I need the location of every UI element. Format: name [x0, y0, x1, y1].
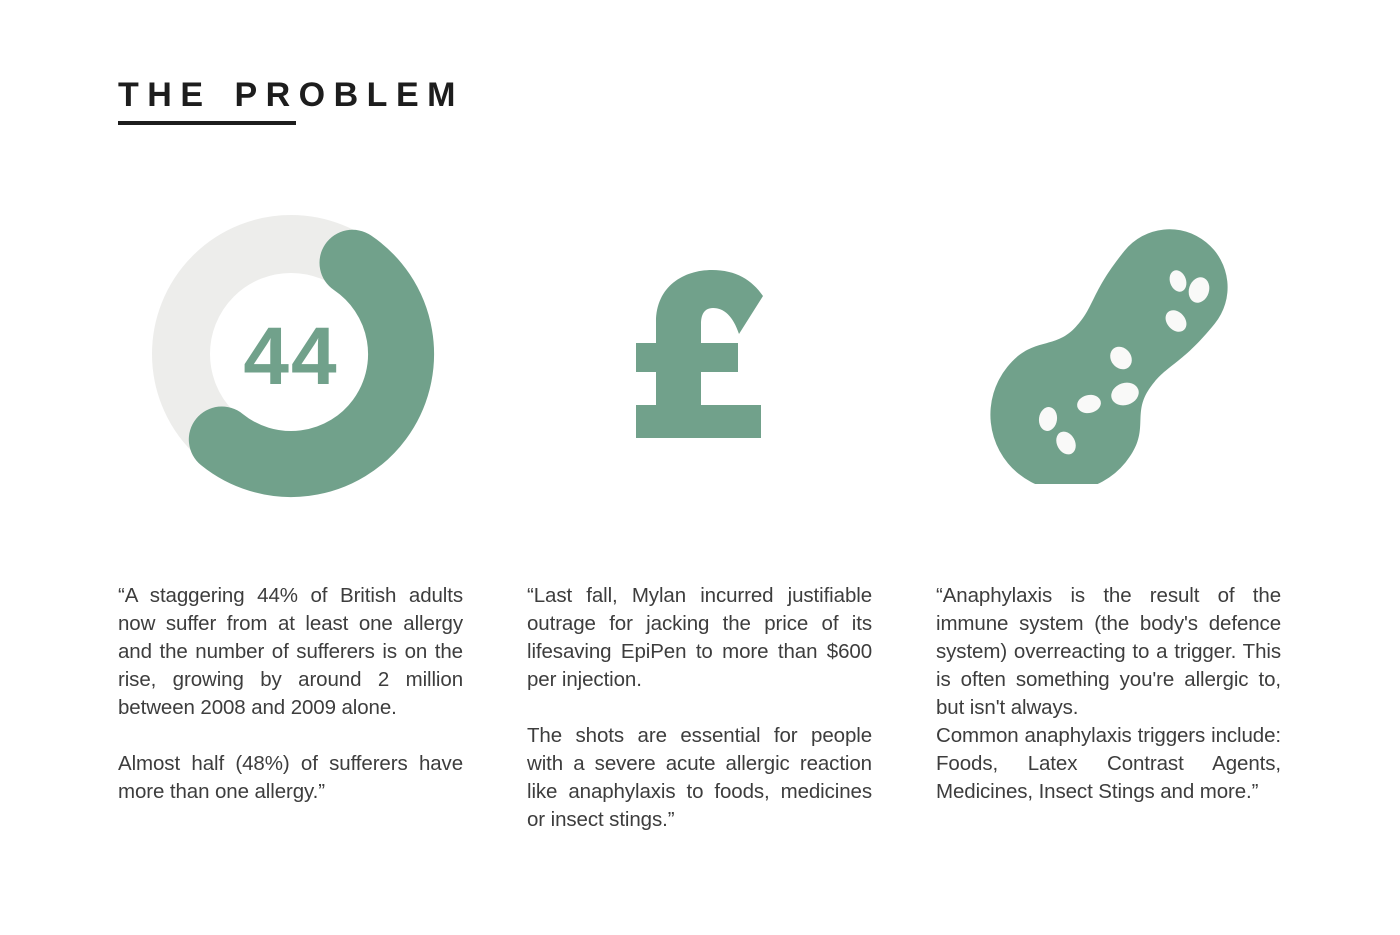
pound-base [636, 405, 761, 438]
pound-sterling-icon [636, 270, 763, 438]
quote-paragraph: “Anaphylaxis is the result of the immune system (the body's defence system) overreacting to a trigger. This is often something you're allergic to, but isn't always. [936, 583, 1281, 719]
icons-row [118, 204, 1400, 504]
quote-anaphylaxis [936, 582, 1281, 834]
pound-stem-hook [656, 270, 763, 405]
pound-crossbar [636, 343, 738, 372]
donut-chart-44-icon [141, 204, 441, 504]
quote-paragraph: “Last fall, Mylan incurred justifiable outrage for jacking the price of its lifesaving EpiPen to more than $600 per injection. [527, 583, 872, 691]
peanut-icon [979, 224, 1239, 484]
donut-value-label: 44 [242, 310, 339, 402]
quote-allergy-statistics [118, 582, 463, 834]
quote-paragraph: The shots are essential for people with a severe acute allergic reaction like anaphylaxis to foods, medicines or insect stings.” [527, 723, 872, 831]
pound-sterling-cell [527, 204, 872, 504]
peanut-cell [936, 204, 1281, 504]
peanut-body [979, 224, 1239, 484]
quote-paragraph: Common anaphylaxis triggers include: Foods, Latex Contrast Agents, Medicines, Insect Stings and more.” [936, 723, 1281, 803]
title-underline [118, 121, 296, 125]
quote-paragraph: “A staggering 44% of British adults now suffer from at least one allergy and the number of sufferers is on the rise, growing by around 2 million between 2008 and 2009 alone. [118, 583, 463, 719]
quote-paragraph: Almost half (48%) of sufferers have more than one allergy.” [118, 751, 463, 803]
page-title: THE PROBLEM [118, 76, 464, 114]
donut-chart-cell [118, 204, 463, 504]
quotes-row [118, 582, 1400, 834]
quote-epipen-price [527, 582, 872, 834]
